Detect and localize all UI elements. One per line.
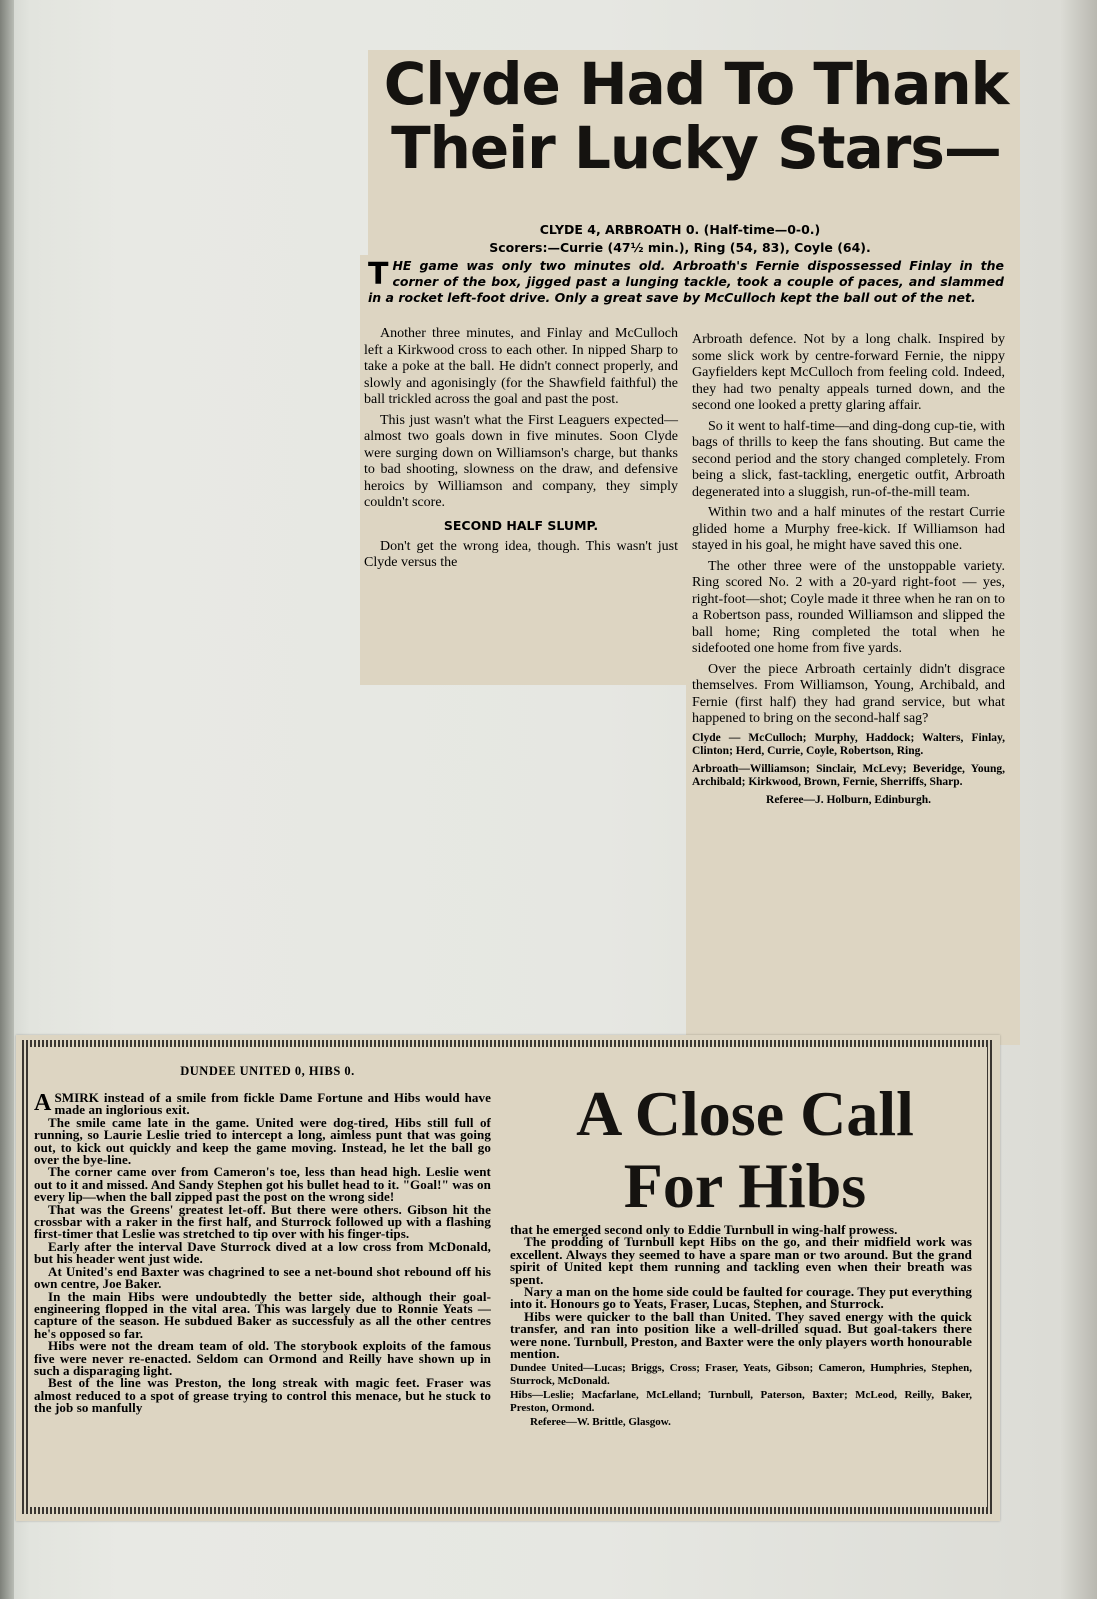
paragraph: Best of the line was Preston, the long streak with magic feet. Fraser was almost reduced to a spot of grease trying to control this menace, but he stuck to the job so manfully (34, 1375, 491, 1416)
lead-text: HE game was only two minutes old. Arbroath's Fernie dispossessed Finlay in the corner of the box, jigged past a lunging tackle, took a couple of paces, and slammed in a rocket left-foot drive. Only a great save by McCulloch kept the ball out of the net. (368, 258, 1004, 305)
paragraph: Arbroath defence. Not by a long chalk. Inspired by some slick work by centre-forward Fernie, the nippy Gayfielders kept McCulloch from feeling cold. Indeed, they had two penalty appeals turned down, and the second one looked a pretty glaring affair. (692, 332, 1005, 413)
drop-cap: A (34, 1090, 52, 1116)
paragraph: So it went to half-time—and ding-dong cup-tie, with bags of thrills to keep the fans shouting. But came the second period and the story changed completely. From being a slick, fast-tackling, energetic outfit, Arbroath degenerated into a sluggish, run-of-the-mill team. (692, 418, 1005, 500)
paragraph: Early after the interval Dave Sturrock dived at a low cross from McDonald, but his header went just wide. (34, 1238, 491, 1267)
clipping-1-headline: Clyde Had To Thank Their Lucky Stars— (383, 50, 1009, 182)
clipping-2-column-right (510, 1224, 972, 1429)
paragraph: Don't get the wrong idea, though. This wasn't just Clyde versus the (364, 538, 678, 570)
paragraph: In the main Hibs were undoubtedly the better side, although their goal-engineering flopped in the vital area. This was largely due to Ronnie Yeats — capture of the season. He subdued Baker as successfuly as all the other centres he's opposed so far. (34, 1288, 491, 1341)
paragraph: Another three minutes, and Finlay and McCulloch left a Kirkwood cross to each other. In nipped Sharp to take a poke at the ball. He didn't connect properly, and slowly and agonisingly (for the Shawfield faithful) the ball trickled across the goal and past the post. (364, 326, 678, 407)
album-page-edge (0, 0, 14, 1599)
paragraph: The corner came over from Cameron's toe, less than head high. Leslie went out to it and missed. And Sandy Stephen got his bullet head to it. "Goal!" was on every lip—when the ball zipped past the post on the wrong side! (34, 1164, 491, 1205)
team-lineup-dundee-united: Dundee United—Lucas; Briggs, Cross; Fraser, Yeats, Gibson; Cameron, Humphries, Stephen, Sturrock, McDonald. (510, 1362, 972, 1387)
paragraph: This just wasn't what the First Leaguers expected—almost two goals down in five minutes. Soon Clyde were surging down on Williamson's charge, but thanks to bad shooting, slowness on the draw, and defensive heroics by Williamson and company, they simply couldn't score. (364, 412, 678, 510)
clipping-1-column-right (692, 332, 1005, 806)
clipping-2-score-line: DUNDEE UNITED 0, HIBS 0. (180, 1064, 355, 1078)
referee-line: Referee—W. Brittle, Glasgow. (530, 1416, 671, 1429)
paragraph: Nary a man on the home side could be faulted for courage. They put everything into it. Honours go to Yeats, Fraser, Lucas, Stephen, and Sturrock. (510, 1284, 972, 1312)
paragraph: Hibs were quicker to the ball than United. They saved energy with the quick transfer, and ran into position like a well-drilled squad. But goal-takers there were none. Turnbull, Preston, and Baxter were the only players worth honourable mention. (510, 1308, 972, 1362)
team-lineup-clyde: Clyde — McCulloch; Murphy, Haddock; Walters, Finlay, Clinton; Herd, Currie, Coyle, Robertson, Ring. (692, 731, 1005, 757)
paragraph: The prodding of Turnbull kept Hibs on the go, and their midfield work was excellent. Always they seemed to have a spare man or two around. But the grand spirit of United kept them running and tackling even when their breath was spent. (510, 1234, 972, 1287)
paragraph: Over the piece Arbroath certainly didn't disgrace themselves. From Williamson, Young, Archibald, and Fernie (first half) they had grand service, but what happened to bring on the second-half sag? (692, 661, 1005, 726)
paragraph (34, 1092, 491, 1117)
clipping-2-headline (520, 1078, 970, 1222)
team-lineup-hibs: Hibs—Leslie; Macfarlane, McLelland; Turnbull, Paterson, Baxter; McLeod, Reilly, Baker, Preston, Ormond. (510, 1389, 972, 1414)
paragraph: At United's end Baxter was chagrined to see a net-bound shot rebound off his own centre, Joe Baker. (34, 1263, 491, 1292)
subheading: SECOND HALF SLUMP. (443, 517, 599, 533)
team-lineup-arbroath: Arbroath—Williamson; Sinclair, McLevy; Beveridge, Young, Archibald; Kirkwood, Brown, Fernie, Sherriffs, Sharp. (692, 762, 1005, 788)
paragraph: The smile came late in the game. United were dog-tired, Hibs still full of running, so Laurie Leslie tried to intercept a long, aimless punt that was going out, to kick out quickly and keep the game moving. Instead, he let the ball go over the bye-line. (34, 1114, 491, 1168)
clipping-2-column-left (34, 1076, 491, 1415)
paragraph: The other three were of the unstoppable variety. Ring scored No. 2 with a 20-yard right-foot — yes, right-foot—shot; Coyle made it three when he ran on to a Robertson pass, rounded Williamson and slipped the ball home; Ring completed the total when he sidefooted one home from five yards. (692, 558, 1005, 656)
clipping-1-lead-paragraph (368, 258, 1004, 306)
drop-cap: T (368, 257, 389, 292)
lead-text: SMIRK instead of a smile from fickle Dame Fortune and Hibs would have made an inglorious exit. (54, 1090, 491, 1118)
paragraph: That was the Greens' greatest let-off. But there were others. Gibson hit the crossbar with a raker in the first half, and Sturrock followed up with a flashing first-timer that Leslie was stretched to tip over with his finger-tips. (34, 1201, 491, 1242)
clipping-1-column-left (364, 326, 678, 576)
paragraph: Within two and a half minutes of the restart Currie glided home a Murphy free-kick. If Williamson had stayed in his goal, he might have saved this one. (692, 505, 1005, 553)
headline-line-1: A Close Call (576, 1078, 914, 1149)
paragraph: that he emerged second only to Eddie Turnbull in wing-half prowess. (510, 1222, 898, 1237)
headline-line-2: For Hibs (623, 1150, 867, 1221)
paragraph: Hibs were not the dream team of old. The storybook exploits of the famous five were never re-enacted. Seldom can Ormond and Reilly have shown up in such a disparaging light. (34, 1338, 491, 1378)
referee-line: Referee—J. Holburn, Edinburgh. (766, 793, 931, 806)
clipping-1-score-line: CLYDE 4, ARBROATH 0. (Half-time—0-0.) (539, 222, 821, 237)
clipping-1-scorers-line: Scorers:—Currie (47½ min.), Ring (54, 83), Coyle (64). (489, 240, 871, 255)
